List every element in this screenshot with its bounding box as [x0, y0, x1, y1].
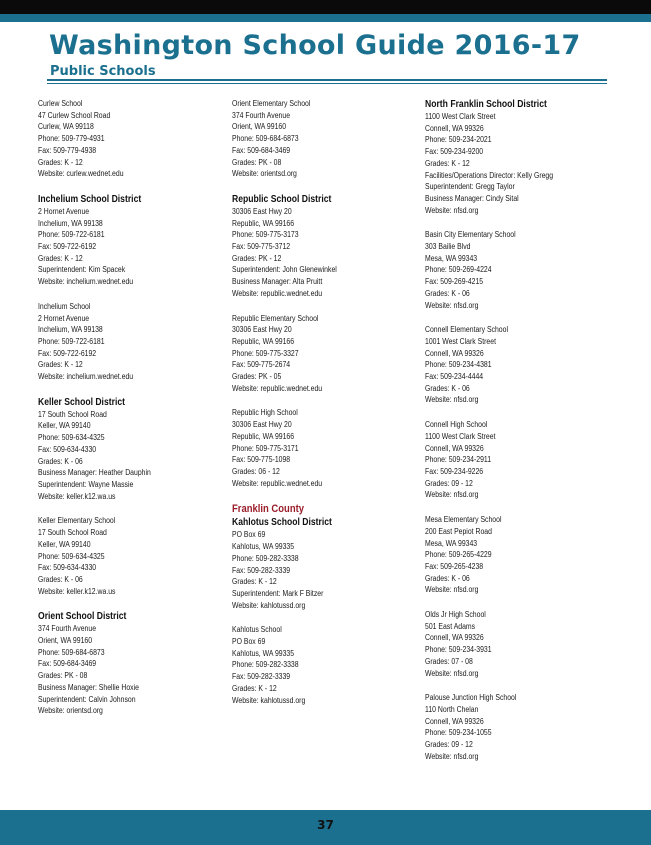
entry-name: Keller School District — [38, 396, 125, 408]
entry-detail-line: 17 South School Road — [38, 528, 107, 538]
entry-detail-line: Phone: 509-234-1055 — [425, 728, 492, 738]
entry-detail-line: Keller, WA 99140 — [38, 421, 91, 431]
entry-detail-line: Grades: K - 12 — [38, 360, 83, 370]
entry-detail-line: Website: nfsd.org — [425, 751, 479, 761]
county-heading: Franklin County — [232, 503, 305, 516]
school-entry — [232, 407, 422, 489]
entry-detail-line: Superintendent: Mark F Bitzer — [232, 588, 324, 598]
entry-detail-line: Curlew, WA 99118 — [38, 122, 94, 132]
entry-name: Keller Elementary School — [38, 516, 116, 526]
entry-detail-line: Connell, WA 99326 — [425, 633, 484, 643]
entry-detail-line: Phone: 509-234-4381 — [425, 360, 492, 370]
entry-name: Inchelium School District — [38, 193, 142, 205]
entry-detail-line: 1100 West Clark Street — [425, 112, 496, 121]
entry-detail-line: Grades: K - 06 — [38, 574, 83, 584]
entry-detail-line: Phone: 509-265-4229 — [425, 550, 492, 560]
district-entry — [425, 98, 615, 216]
entry-detail-line: 30306 East Hwy 20 — [232, 206, 292, 216]
entry-detail-line: 303 Bailie Blvd — [425, 242, 471, 252]
school-entry — [425, 609, 615, 679]
entry-detail-line: Fax: 509-234-4444 — [425, 372, 484, 382]
entry-detail-line: PO Box 69 — [232, 637, 266, 647]
entry-detail-line: Fax: 509-634-4330 — [38, 563, 97, 573]
entry-detail-line: Phone: 509-234-3931 — [425, 645, 492, 655]
entry-detail-line: Fax: 509-779-4938 — [38, 145, 97, 155]
entry-detail-line: 110 North Chelan — [425, 704, 479, 714]
page-subtitle: Public Schools — [50, 64, 156, 79]
entry-detail-line: 17 South School Road — [38, 409, 107, 419]
entry-detail-line: Business Manager: Heather Dauphin — [38, 468, 151, 478]
entry-detail-line: Fax: 509-282-3339 — [232, 565, 291, 575]
entry-detail-line: 374 Fourth Avenue — [38, 624, 97, 634]
entry-detail-line: Phone: 509-775-3327 — [232, 348, 299, 358]
entry-detail-line: Website: kahlotussd.org — [232, 695, 306, 705]
entry-detail-line: Business Manager: Shellie Hoxie — [38, 682, 139, 692]
entry-name: Basin City Elementary School — [425, 230, 516, 240]
entry-detail-line: Website: republic.wednet.edu — [232, 288, 323, 298]
header-rule-thick — [47, 79, 607, 81]
entry-detail-line: Website: nfsd.org — [425, 300, 479, 310]
school-entry — [38, 98, 228, 180]
entry-detail-line: 2 Hornet Avenue — [38, 313, 90, 323]
entry-detail-line: Facilities/Operations Director: Kelly Gregg — [425, 170, 554, 180]
entry-name: Republic School District — [232, 193, 332, 205]
entry-detail-line: Kahlotus, WA 99335 — [232, 648, 295, 658]
page-title: Washington School Guide 2016-17 — [49, 30, 581, 61]
entry-detail-line: Phone: 509-684-6873 — [38, 647, 105, 657]
school-entry — [425, 419, 615, 501]
entry-detail-line: Kahlotus, WA 99335 — [232, 542, 295, 552]
entry-detail-line: Website: orientsd.org — [232, 169, 297, 179]
page-number: 37 — [317, 818, 334, 832]
entry-detail-line: Website: nfsd.org — [425, 205, 479, 215]
entry-detail-line: Business Manager: Alta Pruitt — [232, 277, 323, 287]
entry-name: Orient Elementary School — [232, 99, 311, 108]
entry-detail-line: Fax: 509-234-9200 — [425, 147, 484, 157]
school-entry — [425, 324, 615, 406]
entry-detail-line: Superintendent: Gregg Taylor — [425, 182, 515, 192]
entry-detail-line: Website: republic.wednet.edu — [232, 478, 323, 488]
entry-detail-line: Fax: 509-775-1098 — [232, 455, 291, 465]
district-entry — [38, 396, 228, 503]
entry-detail-line: Phone: 509-234-2911 — [425, 455, 492, 465]
district-entry — [38, 193, 228, 288]
entry-detail-line: 30306 East Hwy 20 — [232, 420, 292, 430]
entry-detail-line: Grades: K - 12 — [232, 683, 277, 693]
school-entry — [425, 692, 615, 762]
entry-detail-line: Phone: 509-722-6181 — [38, 336, 105, 346]
entry-detail-line: Website: keller.k12.wa.us — [38, 586, 116, 596]
entry-detail-line: Phone: 509-775-3171 — [232, 443, 299, 453]
entry-detail-line: Grades: K - 06 — [38, 456, 83, 466]
entry-detail-line: Phone: 509-684-6873 — [232, 134, 299, 144]
entry-detail-line: PO Box 69 — [232, 530, 266, 540]
entry-detail-line: Connell, WA 99326 — [425, 716, 484, 726]
entry-detail-line: Website: nfsd.org — [425, 585, 479, 595]
school-entry — [38, 301, 228, 383]
entry-detail-line: Fax: 509-722-6192 — [38, 348, 97, 358]
entry-detail-line: Grades: K - 06 — [425, 383, 470, 393]
entry-detail-line: Grades: 07 - 08 — [425, 656, 473, 666]
entry-detail-line: Fax: 509-684-3469 — [232, 145, 291, 155]
entry-detail-line: Phone: 509-269-4224 — [425, 265, 492, 275]
entry-detail-line: Website: keller.k12.wa.us — [38, 491, 116, 501]
entry-detail-line: Fax: 509-269-4215 — [425, 277, 484, 287]
top-teal-band — [0, 14, 651, 22]
entry-name: Kahlotus School — [232, 625, 282, 635]
entry-detail-line: Phone: 509-234-2021 — [425, 135, 492, 145]
top-black-bar — [0, 0, 651, 14]
entry-detail-line: Website: nfsd.org — [425, 395, 479, 405]
entry-detail-line: 374 Fourth Avenue — [232, 110, 291, 120]
entry-detail-line: Fax: 509-684-3469 — [38, 659, 97, 669]
entry-detail-line: Grades: 09 - 12 — [425, 478, 473, 488]
listing-column-2 — [232, 98, 422, 719]
listing-column-1 — [38, 98, 228, 730]
entry-detail-line: Republic, WA 99166 — [232, 336, 295, 346]
entry-detail-line: Republic, WA 99166 — [232, 431, 295, 441]
school-entry — [232, 313, 422, 395]
school-entry — [232, 98, 422, 180]
entry-detail-line: Fax: 509-775-2674 — [232, 360, 291, 370]
entry-detail-line: Superintendent: Wayne Massie — [38, 479, 134, 489]
entry-detail-line: Phone: 509-722-6181 — [38, 230, 105, 240]
entry-detail-line: Mesa, WA 99343 — [425, 253, 478, 263]
entry-detail-line: Fax: 509-234-9226 — [425, 466, 484, 476]
entry-detail-line: Website: nfsd.org — [425, 668, 479, 678]
entry-detail-line: Orient, WA 99160 — [232, 122, 287, 132]
entry-name: Curlew School — [38, 99, 83, 108]
entry-detail-line: Phone: 509-634-4325 — [38, 551, 105, 561]
entry-name: Mesa Elementary School — [425, 515, 502, 525]
listing-column-3 — [425, 98, 615, 775]
entry-detail-line: Website: republic.wednet.edu — [232, 383, 323, 393]
entry-name: Kahlotus School District — [232, 517, 332, 529]
entry-detail-line: Phone: 509-775-3173 — [232, 230, 299, 240]
entry-detail-line: Grades: 06 - 12 — [232, 466, 280, 476]
entry-name: North Franklin School District — [425, 99, 547, 110]
entry-detail-line: Website: inchelium.wednet.edu — [38, 277, 134, 287]
entry-detail-line: Grades: PK - 08 — [38, 671, 88, 681]
entry-detail-line: Fax: 509-265-4238 — [425, 561, 484, 571]
entry-detail-line: Grades: K - 06 — [425, 573, 470, 583]
entry-detail-line: Connell, WA 99326 — [425, 443, 484, 453]
entry-detail-line: Connell, WA 99326 — [425, 123, 484, 133]
school-entry — [232, 624, 422, 706]
entry-detail-line: Inchelium, WA 99138 — [38, 325, 103, 335]
district-entry — [38, 610, 228, 717]
entry-detail-line: Grades: K - 06 — [425, 288, 470, 298]
entry-detail-line: Business Manager: Cindy Sital — [425, 193, 519, 203]
district-entry — [232, 502, 422, 611]
entry-detail-line: Website: inchelium.wednet.edu — [38, 372, 134, 382]
entry-detail-line: Website: nfsd.org — [425, 490, 479, 500]
entry-detail-line: 2 Hornet Avenue — [38, 206, 90, 216]
entry-detail-line: Phone: 509-282-3338 — [232, 660, 299, 670]
entry-detail-line: Grades: PK - 12 — [232, 253, 282, 263]
entry-detail-line: Fax: 509-775-3712 — [232, 242, 291, 252]
entry-detail-line: Fax: 509-722-6192 — [38, 242, 97, 252]
district-entry — [232, 193, 422, 300]
entry-detail-line: Fax: 509-282-3339 — [232, 672, 291, 682]
entry-detail-line: Inchelium, WA 99138 — [38, 218, 103, 228]
entry-detail-line: 501 East Adams — [425, 621, 476, 631]
entry-detail-line: Connell, WA 99326 — [425, 348, 484, 358]
entry-name: Orient School District — [38, 611, 127, 623]
entry-detail-line: Orient, WA 99160 — [38, 636, 93, 646]
entry-detail-line: Grades: PK - 08 — [232, 157, 282, 167]
entry-detail-line: Fax: 509-634-4330 — [38, 444, 97, 454]
entry-name: Connell Elementary School — [425, 325, 508, 335]
school-entry — [425, 514, 615, 596]
entry-detail-line: Grades: K - 12 — [38, 157, 83, 167]
entry-detail-line: Phone: 509-282-3338 — [232, 553, 299, 563]
entry-detail-line: Phone: 509-634-4325 — [38, 433, 105, 443]
entry-detail-line: 30306 East Hwy 20 — [232, 325, 292, 335]
entry-name: Republic High School — [232, 408, 298, 418]
entry-name: Connell High School — [425, 420, 488, 430]
entry-name: Palouse Junction High School — [425, 693, 517, 703]
entry-detail-line: Keller, WA 99140 — [38, 539, 91, 549]
entry-detail-line: 1001 West Clark Street — [425, 336, 497, 346]
entry-detail-line: Grades: 09 - 12 — [425, 740, 473, 750]
entry-detail-line: Website: orientsd.org — [38, 706, 103, 716]
entry-name: Olds Jr High School — [425, 610, 486, 620]
entry-detail-line: Grades: PK - 05 — [232, 372, 282, 382]
entry-detail-line: 47 Curlew School Road — [38, 110, 111, 120]
entry-detail-line: Republic, WA 99166 — [232, 218, 295, 228]
entry-detail-line: Superintendent: John Glenewinkel — [232, 265, 337, 275]
school-entry — [38, 515, 228, 597]
entry-detail-line: Phone: 509-779-4931 — [38, 134, 105, 144]
entry-detail-line: Website: curlew.wednet.edu — [38, 169, 124, 179]
entry-detail-line: Website: kahlotussd.org — [232, 600, 306, 610]
entry-detail-line: Superintendent: Kim Spacek — [38, 265, 126, 275]
entry-detail-line: Grades: K - 12 — [38, 253, 83, 263]
entry-detail-line: Mesa, WA 99343 — [425, 538, 478, 548]
entry-detail-line: 1100 West Clark Street — [425, 431, 496, 441]
entry-detail-line: Superintendent: Calvin Johnson — [38, 694, 136, 704]
school-entry — [425, 229, 615, 311]
entry-detail-line: Grades: K - 12 — [425, 158, 470, 168]
entry-name: Inchelium School — [38, 301, 91, 311]
entry-detail-line: 200 East Pepiot Road — [425, 526, 492, 536]
header-rule-thin — [47, 83, 607, 84]
entry-name: Republic Elementary School — [232, 313, 319, 323]
entry-detail-line: Grades: K - 12 — [232, 577, 277, 587]
